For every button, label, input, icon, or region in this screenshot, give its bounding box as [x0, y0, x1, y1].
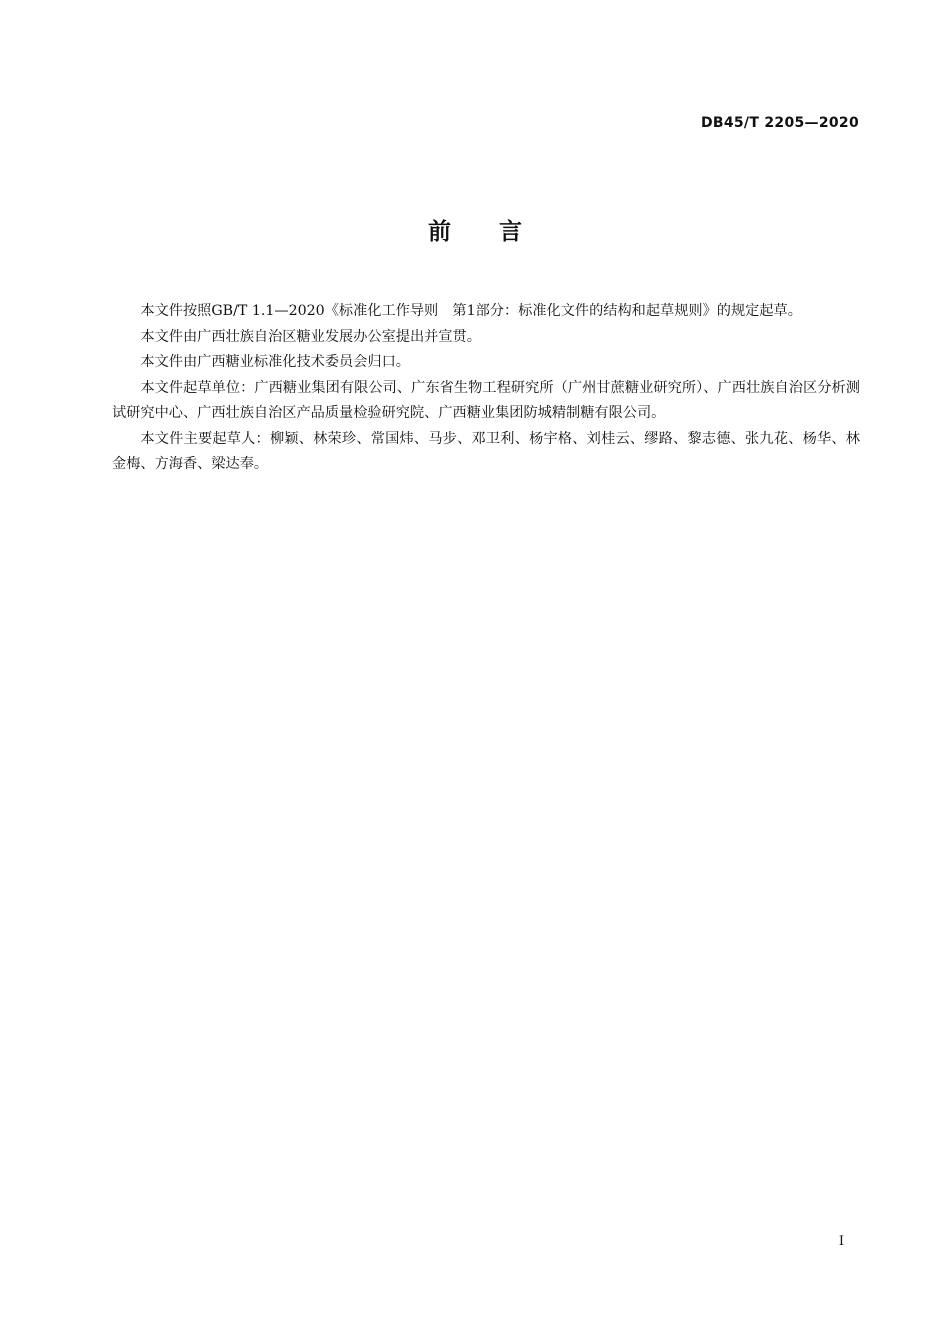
paragraph-drafters: 本文件主要起草人：柳颖、林荣珍、常国炜、马步、邓卫利、杨宇格、刘桂云、缪路、黎志德、张九花、杨华、林金梅、方海香、梁达奉。: [112, 430, 860, 472]
title-char-1: 前: [428, 219, 451, 245]
paragraph-proposer: 本文件由广西壮族自治区糖业发展办公室提出并宣贯。: [140, 328, 481, 345]
page-number: I: [838, 1234, 844, 1249]
title-char-2: 言: [499, 219, 522, 245]
foreword-body: [112, 299, 860, 478]
page-title: [0, 213, 950, 246]
paragraph-drafting-rules: 本文件按照GB/T 1.1—2020《标准化工作导则 第1部分：标准化文件的结构和起草规则》的规定起草。: [140, 303, 802, 319]
document-code: DB45/T 2205—2020: [700, 115, 859, 131]
paragraph-drafting-units: 本文件起草单位：广西糖业集团有限公司、广东省生物工程研究所（广州甘蔗糖业研究所）、广西壮族自治区分析测试研究中心、广西壮族自治区产品质量检验研究院、广西糖业集团防城精制糖有限公司。: [112, 379, 860, 421]
paragraph-committee: 本文件由广西糖业标准化技术委员会归口。: [140, 354, 410, 370]
